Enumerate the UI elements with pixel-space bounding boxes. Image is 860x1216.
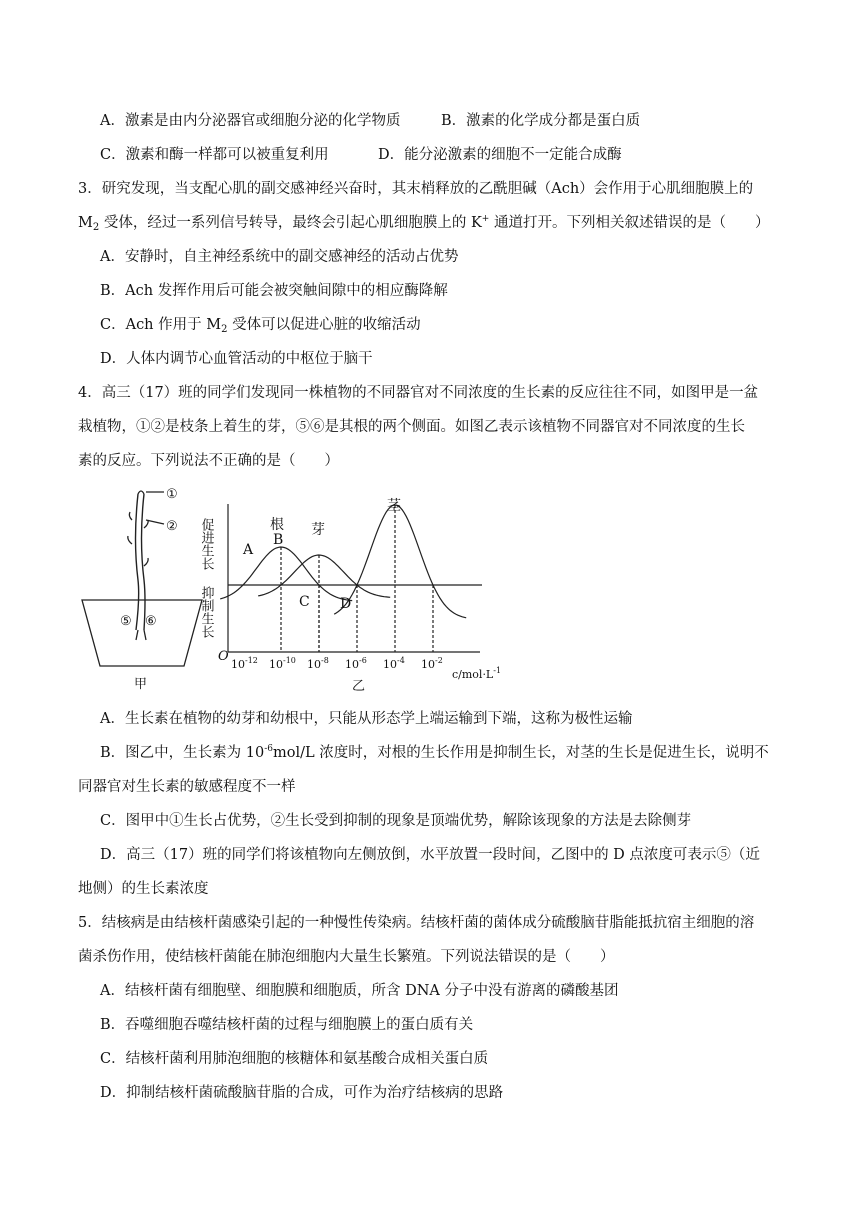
- y-label-promote: 促进生长: [198, 518, 214, 570]
- q3-stem-text: 受体，经过一系列信号转导，最终会引起心肌细胞膜上的 K: [99, 215, 482, 231]
- q3-stem-line-1: 3．研究发现，当支配心肌的副交感神经兴奋时，其末梢释放的乙酰胆碱（Ach）会作用于心肌细胞膜上的: [78, 181, 754, 197]
- point-c-label: C: [299, 594, 310, 610]
- growth-curve: [334, 505, 466, 618]
- plant-stem: [136, 494, 139, 630]
- growth-curve: [258, 555, 390, 597]
- q4-figure-svg: [78, 480, 502, 695]
- q4-option-c: C．图甲中①生长占优势，②生长受到抑制的现象是顶端优势，解除该现象的方法是去除侧芽: [100, 813, 692, 829]
- q3-m2-label: M: [78, 215, 93, 231]
- q3-option-c-tail: 受体可以促进心脏的收缩活动: [227, 317, 421, 333]
- q4-stem-line-1: 4．高三（17）班的同学们发现同一株植物的不同器官对不同浓度的生长素的反应往往不同，如图甲是一盆: [78, 385, 759, 401]
- x-unit-text: c/mol·L: [452, 668, 494, 681]
- curve-label-bud: 芽: [311, 522, 325, 538]
- q5-stem-line-1: 5．结核病是由结核杆菌感染引起的一种慢性传染病。结核杆菌的菌体成分硫酸脑苷脂能抵抗宿主细胞的溶: [78, 915, 755, 931]
- q2-option-b: B．激素的化学成分都是蛋白质: [441, 113, 641, 129]
- q2-option-d: D．能分泌激素的细胞不一定能合成酶: [378, 147, 622, 163]
- q4-option-b-superscript: -6: [264, 744, 273, 754]
- bud-2-label: ②: [166, 519, 178, 534]
- q4-option-b-tail: mol/L 浓度时，对根的生长作用是抑制生长，对茎的生长是促进生长，说明不: [273, 745, 769, 761]
- root-side-5-label: ⑤: [120, 614, 132, 629]
- y-label-inhibit: 抑制生长: [198, 586, 214, 638]
- q4-stem-line-3: 素的反应。下列说法不正确的是（ ）: [78, 453, 339, 469]
- q4-option-b-text: B．图乙中，生长素为 10: [100, 745, 265, 761]
- q5-option-a: A．结核杆菌有细胞壁、细胞膜和细胞质，所含 DNA 分子中没有游离的磷酸基团: [100, 983, 619, 999]
- q3-stem-tail: 通道打开。下列相关叙述错误的是（ ）: [489, 215, 770, 231]
- auxin-response-chart: [220, 504, 482, 652]
- q4-option-b-line-1: [100, 743, 769, 763]
- q4-figure: [78, 480, 502, 695]
- figure-yi-caption: 乙: [352, 679, 366, 694]
- figure-jia-caption: 甲: [134, 677, 148, 692]
- x-tick-label: $10^{-2}$: [421, 656, 443, 671]
- x-tick-label: $10^{-6}$: [345, 656, 367, 671]
- q3-option-c-subscript: 2: [221, 324, 228, 335]
- point-d-label: D: [340, 596, 352, 612]
- q3-option-a: A．安静时，自主神经系统中的副交感神经的活动占优势: [100, 249, 459, 265]
- x-unit-superscript: -1: [493, 666, 502, 675]
- x-unit-label: [452, 666, 501, 681]
- q3-option-c-text: C．Ach 作用于 M: [100, 317, 222, 333]
- lateral-bud: [129, 512, 132, 520]
- growth-curve: [220, 547, 352, 601]
- q4-option-d-line-1: D．高三（17）班的同学们将该植物向左侧放倒，水平放置一段时间，乙图中的 D 点浓度可表示⑤（近: [100, 847, 760, 863]
- x-tick-label: $10^{-8}$: [307, 656, 329, 671]
- q3-option-c: [100, 315, 421, 335]
- q5-option-c: C．结核杆菌利用肺泡细胞的核糖体和氨基酸合成相关蛋白质: [100, 1051, 489, 1067]
- q5-option-b: B．吞噬细胞吞噬结核杆菌的过程与细胞膜上的蛋白质有关: [100, 1017, 474, 1033]
- q3-k-superscript: +: [481, 214, 490, 224]
- q5-stem-line-2: 菌杀伤作用，使结核杆菌能在肺泡细胞内大量生长繁殖。下列说法错误的是（ ）: [78, 949, 615, 965]
- potted-plant-diagram: [82, 491, 202, 666]
- q2-option-c: C．激素和酶一样都可以被重复利用: [100, 147, 329, 163]
- q3-m2-subscript: 2: [92, 222, 100, 233]
- pot-outline: [82, 600, 202, 666]
- curve-label-stem: 茎: [387, 498, 401, 514]
- q5-option-d: D．抑制结核杆菌硫酸脑苷脂的合成，可作为治疗结核病的思路: [100, 1085, 504, 1101]
- x-tick-label: $10^{-10}$: [269, 656, 296, 671]
- q4-stem-line-2: 栽植物，①②是枝条上着生的芽，⑤⑥是其根的两个侧面。如图乙表示该植物不同器官对不同浓度的生长: [78, 419, 745, 435]
- q3-stem-line-2: [78, 213, 769, 233]
- q2-option-a: A．激素是由内分泌器官或细胞分泌的化学物质: [100, 113, 401, 129]
- q4-option-b-line-2: 同器官对生长素的敏感程度不一样: [78, 779, 296, 795]
- q4-option-d-line-2: 地侧）的生长素浓度: [78, 881, 209, 897]
- curve-label-root: 根: [270, 517, 284, 533]
- root-side-6-label: ⑥: [145, 614, 157, 629]
- q4-option-a: A．生长素在植物的幼芽和幼根中，只能从形态学上端运输到下端，这称为极性运输: [100, 711, 633, 727]
- point-a-label: A: [243, 542, 254, 558]
- q3-option-b: B．Ach 发挥作用后可能会被突触间隙中的相应酶降解: [100, 283, 448, 299]
- bud-1-label: ①: [166, 487, 178, 502]
- origin-label: O: [218, 649, 229, 664]
- point-b-label: B: [273, 532, 284, 548]
- dashed-guides: [281, 505, 433, 652]
- x-tick-label: $10^{-12}$: [231, 656, 258, 671]
- x-tick-label: $10^{-4}$: [383, 656, 405, 671]
- q3-option-d: D．人体内调节心血管活动的中枢位于脑干: [100, 351, 373, 367]
- x-tick-labels: [231, 656, 443, 671]
- y-axis-labels: [199, 518, 215, 638]
